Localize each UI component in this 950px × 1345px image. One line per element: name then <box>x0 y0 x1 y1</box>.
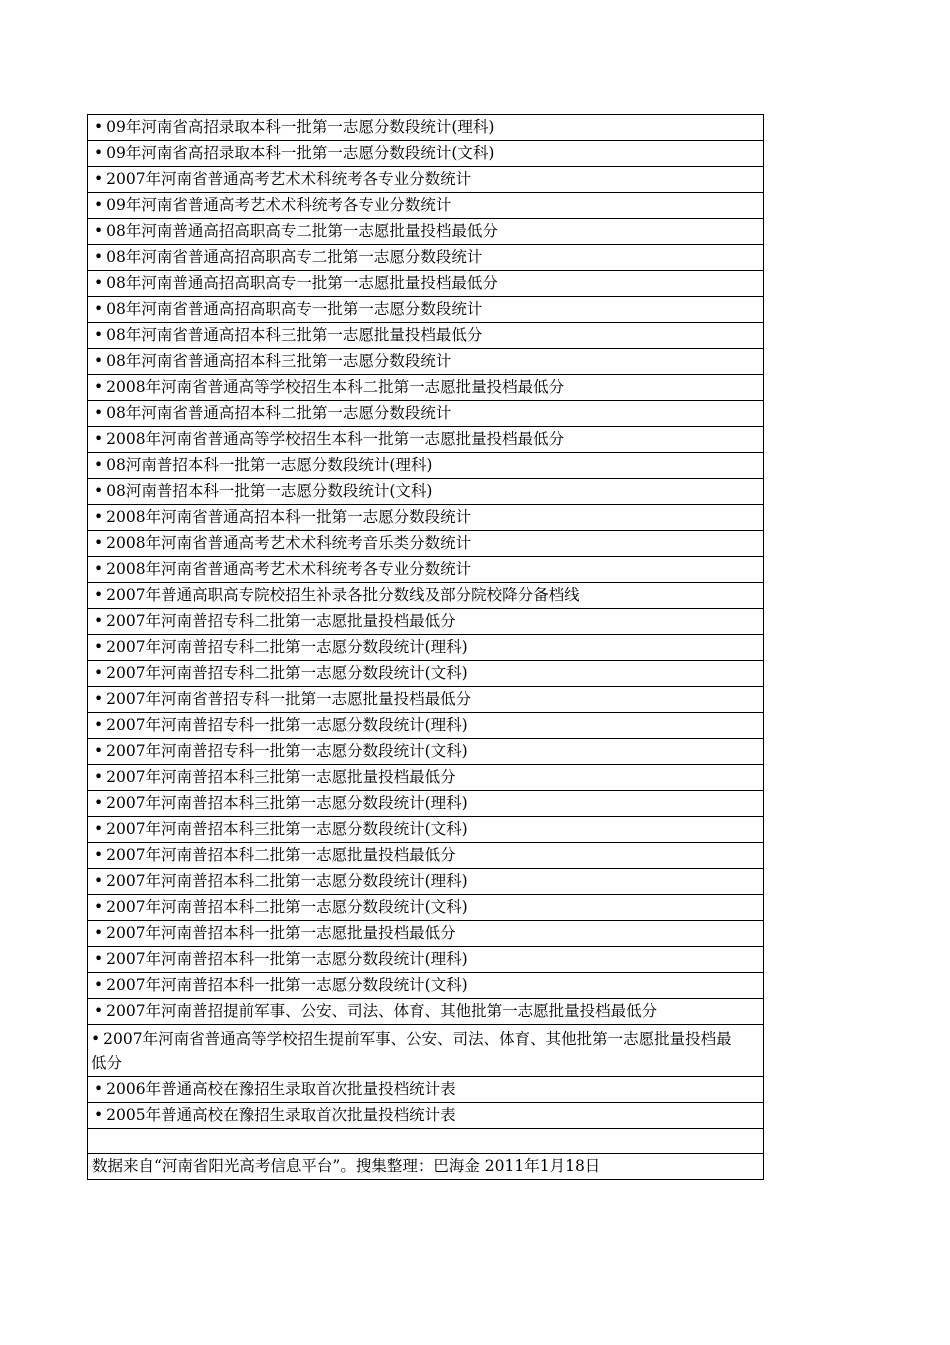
bullet-icon: • <box>94 248 104 266</box>
list-item-link[interactable]: 2007年河南普招本科三批第一志愿批量投档最低分 <box>106 768 456 786</box>
list-item[interactable] <box>88 323 764 349</box>
empty-cell <box>88 1129 764 1154</box>
list-item-cell[interactable] <box>88 947 764 973</box>
list-item-cell[interactable] <box>88 869 764 895</box>
bullet-icon: • <box>94 742 104 760</box>
bullet-icon: • <box>94 326 104 344</box>
list-item-link[interactable]: 08年河南省普通高招高职高专二批第一志愿分数段统计 <box>106 248 483 266</box>
list-item[interactable] <box>88 531 764 557</box>
bullet-icon: • <box>94 430 104 448</box>
list-item-link[interactable]: 08年河南省普通高招本科三批第一志愿分数段统计 <box>106 352 452 370</box>
list-item-cell[interactable] <box>88 687 764 713</box>
bullet-icon: • <box>94 612 104 630</box>
list-item-link[interactable]: 2007年河南省普通高等学校招生提前军事、公安、司法、体育、其他批第一志愿批量投档最低分 <box>91 1029 732 1072</box>
list-item-link[interactable]: 09年河南省高招录取本科一批第一志愿分数段统计(文科) <box>106 144 495 162</box>
list-item[interactable] <box>88 843 764 869</box>
bullet-icon: • <box>94 482 104 500</box>
list-item[interactable] <box>88 739 764 765</box>
list-item-link[interactable]: 2007年河南普招提前军事、公安、司法、体育、其他批第一志愿批量投档最低分 <box>106 1002 658 1020</box>
list-item-link[interactable]: 2008年河南省普通高等学校招生本科一批第一志愿批量投档最低分 <box>106 430 565 448</box>
bullet-icon: • <box>94 586 104 604</box>
list-item-link[interactable]: 2007年河南普招本科一批第一志愿批量投档最低分 <box>106 924 456 942</box>
list-item[interactable] <box>88 791 764 817</box>
list-item-cell[interactable] <box>88 375 764 401</box>
list-item-cell[interactable] <box>88 557 764 583</box>
list-item-cell[interactable] <box>88 271 764 297</box>
list-item-cell[interactable] <box>88 713 764 739</box>
list-item-link[interactable]: 08年河南普通高招高职高专一批第一志愿批量投档最低分 <box>106 274 498 292</box>
list-item-cell[interactable] <box>88 1077 764 1103</box>
list-item-cell[interactable] <box>88 297 764 323</box>
list-item[interactable] <box>88 271 764 297</box>
bullet-icon: • <box>94 898 104 916</box>
list-item-cell[interactable] <box>88 531 764 557</box>
list-item[interactable] <box>88 453 764 479</box>
bullet-icon: • <box>94 274 104 292</box>
list-item[interactable] <box>88 505 764 531</box>
list-item[interactable] <box>88 999 764 1025</box>
list-item-link[interactable]: 2007年河南普招专科一批第一志愿分数段统计(理科) <box>106 716 468 734</box>
list-item-cell[interactable] <box>88 739 764 765</box>
list-item[interactable] <box>88 609 764 635</box>
bullet-icon: • <box>94 872 104 890</box>
list-item-cell[interactable] <box>88 453 764 479</box>
list-item[interactable] <box>88 817 764 843</box>
list-item-cell[interactable] <box>88 843 764 869</box>
bullet-icon: • <box>94 222 104 240</box>
bullet-icon: • <box>94 820 104 838</box>
list-item[interactable] <box>88 1025 764 1077</box>
list-item-link[interactable]: 08年河南省普通高招本科二批第一志愿分数段统计 <box>106 404 452 422</box>
list-item[interactable] <box>88 1103 764 1129</box>
list-item-link[interactable]: 08河南普招本科一批第一志愿分数段统计(理科) <box>106 456 433 474</box>
list-item[interactable] <box>88 713 764 739</box>
bullet-icon: • <box>94 508 104 526</box>
list-item-cell[interactable] <box>88 245 764 271</box>
bullet-icon: • <box>94 950 104 968</box>
list-item-link[interactable]: 2008年河南省普通高考艺术术科统考各专业分数统计 <box>106 560 472 578</box>
list-item-cell[interactable] <box>88 609 764 635</box>
list-item[interactable] <box>88 245 764 271</box>
list-item-link[interactable]: 2007年河南普招专科二批第一志愿批量投档最低分 <box>106 612 456 630</box>
list-item-link[interactable]: 2005年普通高校在豫招生录取首次批量投档统计表 <box>106 1106 456 1124</box>
list-item-link[interactable]: 2008年河南省普通高考艺术术科统考音乐类分数统计 <box>106 534 472 552</box>
list-item-cell[interactable] <box>88 635 764 661</box>
list-item-cell[interactable] <box>88 791 764 817</box>
list-item-cell[interactable] <box>88 401 764 427</box>
bullet-icon: • <box>94 196 104 214</box>
bullet-icon: • <box>94 716 104 734</box>
bullet-icon: • <box>94 378 104 396</box>
list-item-cell[interactable] <box>88 1025 764 1077</box>
bullet-icon: • <box>94 170 104 188</box>
list-item-cell[interactable] <box>88 427 764 453</box>
list-item-link[interactable]: 08河南普招本科一批第一志愿分数段统计(文科) <box>106 482 433 500</box>
list-item-link[interactable]: 2007年河南普招专科一批第一志愿分数段统计(文科) <box>106 742 468 760</box>
list-item[interactable] <box>88 765 764 791</box>
list-item-cell[interactable] <box>88 583 764 609</box>
list-item[interactable] <box>88 349 764 375</box>
list-item-link[interactable]: 2007年河南普招本科二批第一志愿批量投档最低分 <box>106 846 456 864</box>
list-item-cell[interactable] <box>88 479 764 505</box>
list-item-link[interactable]: 2007年河南普招本科三批第一志愿分数段统计(理科) <box>106 794 468 812</box>
bullet-icon: • <box>94 1106 104 1124</box>
bullet-icon: • <box>94 664 104 682</box>
list-item[interactable] <box>88 947 764 973</box>
list-item[interactable] <box>88 297 764 323</box>
bullet-icon: • <box>94 560 104 578</box>
bullet-icon: • <box>94 1002 104 1020</box>
list-item-link[interactable]: 2007年河南省普通高考艺术术科统考各专业分数统计 <box>106 170 472 188</box>
list-item-cell[interactable] <box>88 219 764 245</box>
list-item-link[interactable]: 2007年河南普招本科二批第一志愿分数段统计(文科) <box>106 898 468 916</box>
list-item[interactable] <box>88 167 764 193</box>
list-item-cell[interactable] <box>88 349 764 375</box>
bullet-icon: • <box>94 846 104 864</box>
bullet-icon: • <box>94 300 104 318</box>
bullet-icon: • <box>94 638 104 656</box>
list-item-link[interactable]: 2007年河南普招本科三批第一志愿分数段统计(文科) <box>106 820 468 838</box>
list-item[interactable] <box>88 219 764 245</box>
bullet-icon: • <box>94 768 104 786</box>
list-item-link[interactable]: 2007年河南省普招专科一批第一志愿批量投档最低分 <box>106 690 472 708</box>
list-item[interactable] <box>88 921 764 947</box>
bullet-icon: • <box>94 534 104 552</box>
list-item-cell[interactable] <box>88 193 764 219</box>
bullet-icon: • <box>94 144 104 162</box>
list-item-link[interactable]: 2007年河南普招本科一批第一志愿分数段统计(文科) <box>106 976 468 994</box>
list-item[interactable] <box>88 375 764 401</box>
bullet-icon: • <box>94 118 104 136</box>
list-item-link[interactable]: 2008年河南省普通高招本科一批第一志愿分数段统计 <box>106 508 472 526</box>
list-item-link[interactable]: 2007年河南普招专科二批第一志愿分数段统计(理科) <box>106 638 468 656</box>
bullet-icon: • <box>94 794 104 812</box>
list-item[interactable] <box>88 115 764 141</box>
source-note-row <box>88 1154 764 1180</box>
link-list-table <box>87 114 764 1180</box>
bullet-icon: • <box>94 404 104 422</box>
list-item-link[interactable]: 2007年河南普招专科二批第一志愿分数段统计(文科) <box>106 664 468 682</box>
list-item-cell[interactable] <box>88 817 764 843</box>
list-item[interactable] <box>88 869 764 895</box>
list-item-cell[interactable] <box>88 921 764 947</box>
list-item-link[interactable]: 08年河南省普通高招高职高专一批第一志愿分数段统计 <box>106 300 483 318</box>
bullet-icon: • <box>94 976 104 994</box>
list-item-cell[interactable] <box>88 167 764 193</box>
list-item-cell[interactable] <box>88 1103 764 1129</box>
bullet-icon: • <box>94 1080 104 1098</box>
list-item[interactable] <box>88 557 764 583</box>
list-item-cell[interactable] <box>88 765 764 791</box>
list-item-link[interactable]: 2007年普通高职高专院校招生补录各批分数线及部分院校降分备档线 <box>106 586 580 604</box>
list-item-cell[interactable] <box>88 999 764 1025</box>
bullet-icon: • <box>94 456 104 474</box>
list-item-link[interactable]: 2006年普通高校在豫招生录取首次批量投档统计表 <box>106 1080 456 1098</box>
list-item-link[interactable]: 09年河南省普通高考艺术术科统考各专业分数统计 <box>106 196 452 214</box>
bullet-icon: • <box>91 1029 101 1048</box>
list-item-link[interactable]: 08年河南普通高招高职高专二批第一志愿批量投档最低分 <box>106 222 498 240</box>
list-item-cell[interactable] <box>88 973 764 999</box>
list-item[interactable] <box>88 479 764 505</box>
list-item[interactable] <box>88 635 764 661</box>
list-item-cell[interactable] <box>88 661 764 687</box>
link-list-body <box>88 115 764 1180</box>
list-item[interactable] <box>88 895 764 921</box>
list-item-link[interactable]: 2007年河南普招本科一批第一志愿分数段统计(理科) <box>106 950 468 968</box>
list-item-cell[interactable] <box>88 895 764 921</box>
bullet-icon: • <box>94 924 104 942</box>
empty-row <box>88 1129 764 1154</box>
list-item-link[interactable]: 2008年河南省普通高等学校招生本科二批第一志愿批量投档最低分 <box>106 378 565 396</box>
source-note: 数据来自“河南省阳光高考信息平台”。搜集整理：巴海金 2011年1月18日 <box>88 1154 764 1180</box>
list-item[interactable] <box>88 427 764 453</box>
list-item[interactable] <box>88 687 764 713</box>
list-item[interactable] <box>88 973 764 999</box>
list-item[interactable] <box>88 661 764 687</box>
list-item[interactable] <box>88 141 764 167</box>
bullet-icon: • <box>94 352 104 370</box>
list-item-cell[interactable] <box>88 505 764 531</box>
list-item[interactable] <box>88 193 764 219</box>
list-item-cell[interactable] <box>88 141 764 167</box>
list-item[interactable] <box>88 583 764 609</box>
list-item-link[interactable]: 08年河南省普通高招本科三批第一志愿批量投档最低分 <box>106 326 483 344</box>
list-item[interactable] <box>88 401 764 427</box>
list-item[interactable] <box>88 1077 764 1103</box>
list-item-cell[interactable] <box>88 115 764 141</box>
list-item-link[interactable]: 2007年河南普招本科二批第一志愿分数段统计(理科) <box>106 872 468 890</box>
bullet-icon: • <box>94 690 104 708</box>
list-item-cell[interactable] <box>88 323 764 349</box>
list-item-link[interactable]: 09年河南省高招录取本科一批第一志愿分数段统计(理科) <box>106 118 495 136</box>
